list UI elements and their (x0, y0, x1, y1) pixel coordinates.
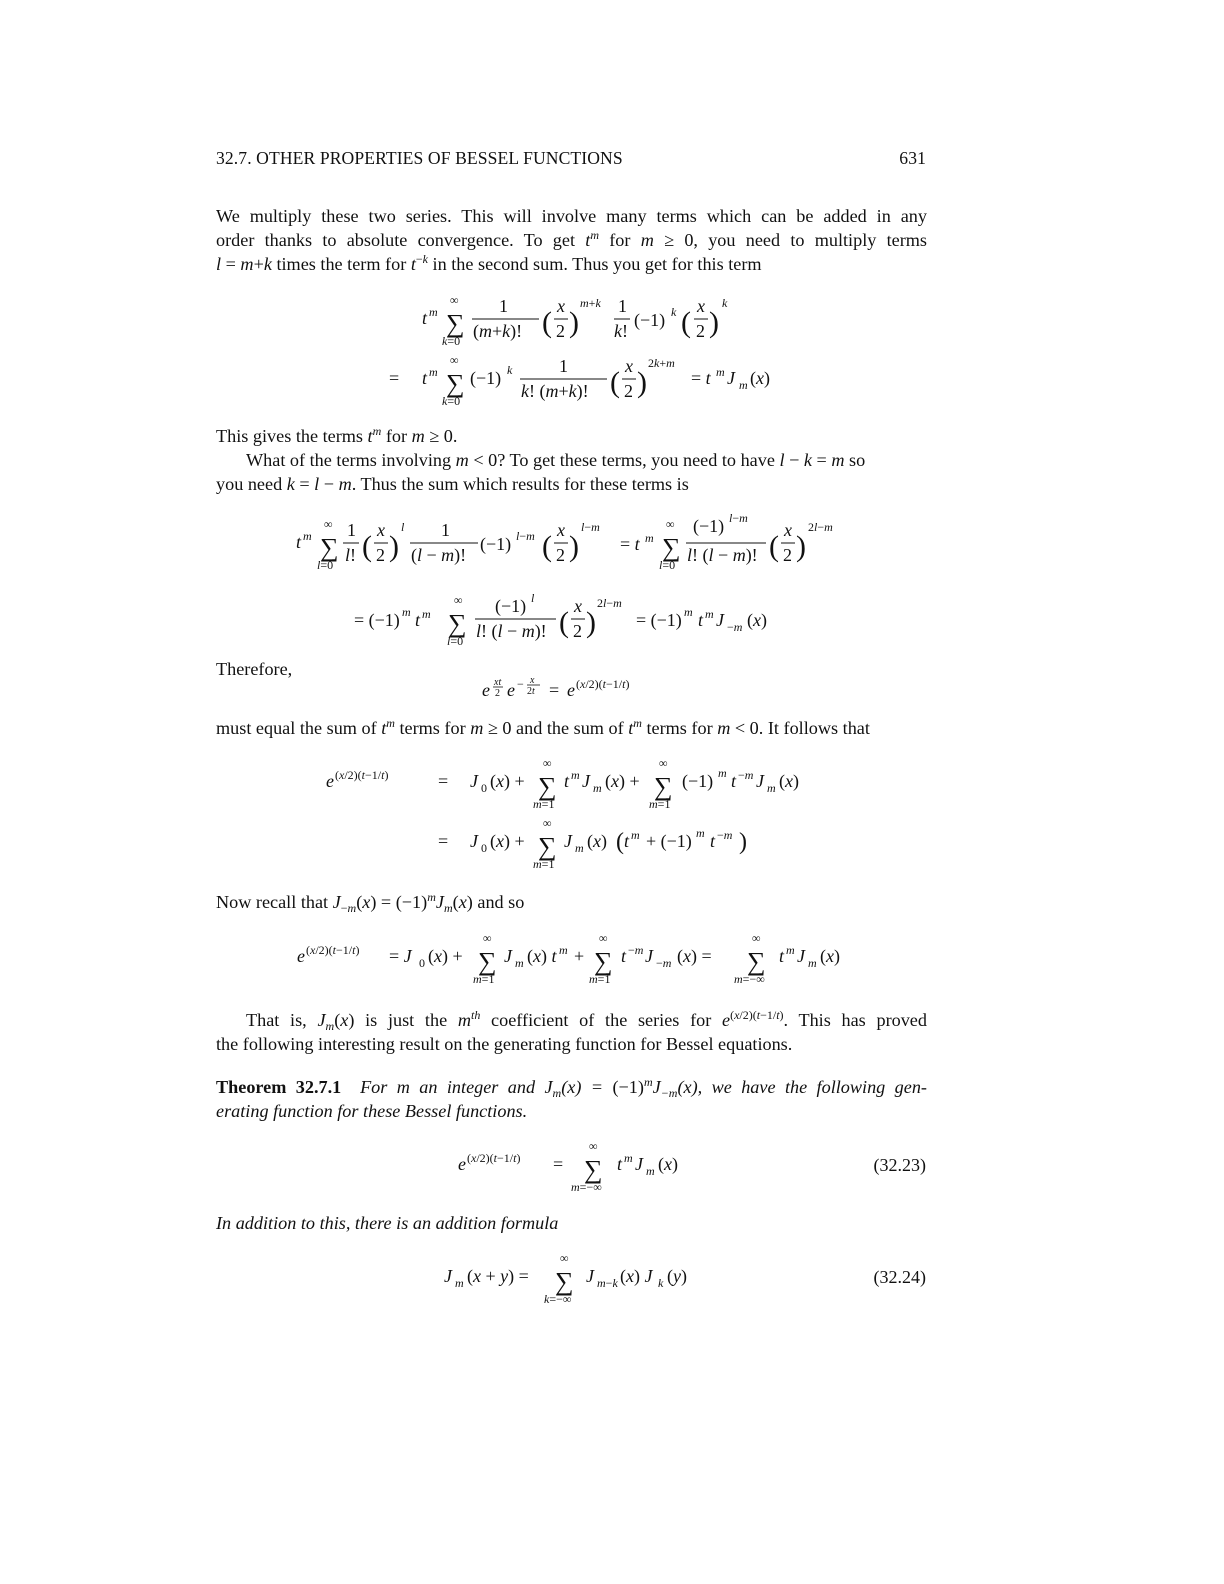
svg-text:(x): (x) (587, 831, 607, 851)
svg-text:J: J (582, 771, 590, 791)
svg-text:k=0: k=0 (442, 334, 461, 348)
p4-line: must equal the sum of $t^m$ terms for m ≥ 0 and the sum of $t^m$ terms for m < 0. It follows that (216, 716, 870, 738)
svg-text:x: x (625, 356, 633, 376)
svg-text:(: ( (362, 530, 372, 563)
svg-text:): ) (637, 366, 647, 399)
svg-text:m: m (767, 781, 776, 795)
svg-text:∞: ∞ (599, 931, 608, 945)
paragraph-2 (216, 424, 927, 496)
svg-text:2k+m: 2k+m (648, 356, 675, 370)
svg-text:m: m (716, 365, 725, 379)
svg-text:t: t (731, 771, 737, 791)
svg-text:∞: ∞ (450, 293, 459, 307)
p2-line: This gives the terms $t^m$ for m ≥ 0. (216, 424, 458, 446)
svg-text:2: 2 (624, 381, 633, 401)
svg-text:m: m (515, 956, 524, 970)
svg-text:l=0: l=0 (447, 634, 464, 648)
paragraph-4 (216, 716, 927, 740)
svg-text:x: x (557, 296, 565, 316)
svg-text:(: ( (542, 306, 552, 339)
svg-text:m−k: m−k (597, 1276, 618, 1290)
therefore-text: Therefore, (216, 659, 293, 679)
svg-text:∞: ∞ (454, 593, 463, 607)
p3-line2: you need k = l − m. Thus the sum which results for these terms is (216, 474, 689, 494)
svg-text:1: 1 (618, 296, 627, 316)
svg-text:−: − (517, 677, 524, 691)
svg-text:(x + y) =: (x + y) = (467, 1266, 529, 1286)
svg-text:m: m (571, 768, 580, 782)
svg-text:(−1): (−1) (470, 368, 502, 388)
equation-block-3 (216, 755, 936, 875)
svg-text:): ) (586, 606, 596, 639)
svg-text:(−1): (−1) (495, 596, 527, 616)
svg-text:−m: −m (738, 768, 754, 782)
svg-text:= t: = t (691, 368, 711, 388)
svg-text:m: m (559, 943, 568, 957)
svg-text:t: t (415, 610, 421, 630)
svg-text:m: m (455, 1276, 464, 1290)
equation-exp-product (216, 672, 936, 708)
svg-text:(y): (y) (667, 1266, 687, 1286)
svg-text:t: t (422, 368, 428, 388)
svg-text:t: t (296, 532, 302, 552)
svg-text:): ) (569, 530, 579, 563)
svg-text:+ (−1): + (−1) (646, 831, 692, 851)
p6-line1: That is, $J_m(x)$ is just the $m^{th}$ coefficient of the series for $e^{(x/2)(t-1/t)}$. This has proved (246, 1008, 927, 1033)
svg-text:(: ( (681, 306, 691, 339)
theorem-label: Theorem 32.7.1 (216, 1077, 342, 1097)
svg-text:m: m (624, 1151, 633, 1165)
svg-text:k! (m+k)!: k! (m+k)! (521, 381, 589, 401)
svg-text:−m: −m (717, 828, 733, 842)
svg-text:t: t (621, 946, 627, 966)
svg-text:∑: ∑ (747, 947, 766, 976)
svg-text:∞: ∞ (324, 517, 333, 531)
svg-text:k: k (671, 305, 677, 319)
svg-text:e: e (567, 680, 575, 700)
svg-text:k=0: k=0 (442, 394, 461, 408)
svg-text:(m+k)!: (m+k)! (473, 321, 523, 341)
svg-text:=: = (389, 368, 400, 388)
svg-text:+: + (574, 946, 585, 966)
svg-text:k=−∞: k=−∞ (544, 1292, 572, 1306)
svg-text:J: J (564, 831, 572, 851)
svg-text:(x): (x) (820, 946, 840, 966)
svg-text:x: x (784, 520, 792, 540)
svg-text:∞: ∞ (659, 756, 668, 770)
svg-text:t: t (710, 831, 716, 851)
svg-text:=: = (553, 1154, 564, 1174)
svg-text:∑: ∑ (594, 947, 613, 976)
svg-text:(l − m)!: (l − m)! (411, 545, 467, 565)
equation-block-1 (216, 290, 936, 410)
svg-text:(: ( (542, 530, 552, 563)
p1-line1: We multiply these two series. This will involve many terms which can be added in any (216, 206, 927, 226)
svg-text:= (−1): = (−1) (354, 610, 400, 630)
svg-text:m: m (808, 956, 817, 970)
svg-text:∞: ∞ (450, 353, 459, 367)
equation-number-32-24: (32.24) (873, 1267, 926, 1287)
svg-text:(−1): (−1) (682, 771, 714, 791)
svg-text:∑: ∑ (446, 369, 465, 398)
svg-text:): ) (739, 829, 747, 855)
svg-text:l−m: l−m (729, 511, 748, 525)
svg-text:∑: ∑ (654, 772, 673, 801)
p6-line2: the following interesting result on the generating function for Bessel equations. (216, 1034, 793, 1054)
svg-text:m: m (786, 943, 795, 957)
p5-line: Now recall that $J_{-m}(x) = (-1)^mJ_m(x)$ and so (216, 890, 525, 915)
p1-line3: l = m+k times the term for $t^{-k}$ in the second sum. Thus you get for this term (216, 252, 762, 274)
svg-text:(x) J: (x) J (620, 1266, 653, 1286)
svg-text:m=1: m=1 (533, 797, 555, 811)
svg-text:m: m (646, 1164, 655, 1178)
svg-text:x: x (530, 675, 535, 686)
svg-text:(x/2)(t−1/t): (x/2)(t−1/t) (467, 1151, 521, 1165)
svg-text:(x) +: (x) + (490, 831, 525, 851)
svg-text:(: ( (610, 366, 620, 399)
svg-text:(x): (x) (658, 1154, 678, 1174)
svg-text:l!: l! (345, 545, 357, 565)
svg-text:t: t (698, 610, 704, 630)
svg-text:m+k: m+k (580, 296, 601, 310)
svg-text:m: m (593, 781, 602, 795)
svg-text:J: J (797, 946, 805, 966)
svg-text:l! (l − m)!: l! (l − m)! (687, 545, 758, 565)
svg-text:J: J (645, 946, 653, 966)
svg-text:k!: k! (614, 321, 628, 341)
svg-text:(: ( (769, 530, 779, 563)
svg-text:∑: ∑ (555, 1267, 574, 1296)
svg-text:m: m (739, 378, 748, 392)
svg-text:(x) +: (x) + (605, 771, 640, 791)
svg-text:m: m (422, 607, 431, 621)
svg-text:m=−∞: m=−∞ (571, 1180, 602, 1194)
svg-text:t: t (617, 1154, 623, 1174)
svg-text:m: m (631, 828, 640, 842)
svg-text:∑: ∑ (584, 1155, 603, 1184)
svg-text:m: m (696, 826, 705, 840)
svg-text:e: e (326, 771, 334, 791)
svg-text:2: 2 (573, 621, 582, 641)
svg-text:(x) t: (x) t (527, 946, 557, 966)
svg-text:m: m (684, 605, 693, 619)
svg-text:(: ( (559, 606, 569, 639)
svg-text:∑: ∑ (538, 772, 557, 801)
svg-text:(: ( (616, 829, 624, 855)
svg-text:(x/2)(t−1/t): (x/2)(t−1/t) (306, 943, 360, 957)
running-header: 32.7. OTHER PROPERTIES OF BESSEL FUNCTIONS (216, 148, 623, 168)
svg-text:∑: ∑ (662, 533, 681, 562)
svg-text:e: e (507, 680, 515, 700)
svg-text:(x) +: (x) + (428, 946, 463, 966)
svg-text:(−1): (−1) (693, 516, 725, 536)
svg-text:t: t (624, 831, 630, 851)
svg-text:∞: ∞ (752, 931, 761, 945)
theorem-line1: Theorem 32.7.1 For m an integer and $J_m(x) = (-1)^mJ_{-m}(x)$, we have the following gen- (216, 1075, 927, 1100)
svg-text:=: = (438, 831, 449, 851)
svg-text:∞: ∞ (560, 1251, 569, 1265)
svg-text:∑: ∑ (538, 832, 557, 861)
svg-text:−m: −m (727, 620, 743, 634)
svg-text:(x) +: (x) + (490, 771, 525, 791)
svg-text:= J: = J (389, 946, 412, 966)
svg-text:e: e (482, 680, 490, 700)
svg-text:0: 0 (481, 781, 487, 795)
svg-text:m=−∞: m=−∞ (734, 972, 765, 986)
svg-text:J: J (470, 771, 478, 791)
svg-text:= (−1): = (−1) (636, 610, 682, 630)
page (216, 0, 936, 1584)
svg-text:(x): (x) (747, 610, 767, 630)
svg-text:2: 2 (376, 545, 385, 565)
svg-text:): ) (569, 306, 579, 339)
svg-text:m: m (429, 305, 438, 319)
svg-text:∞: ∞ (543, 816, 552, 830)
page-number: 631 (899, 148, 926, 168)
svg-text:l: l (401, 520, 405, 534)
svg-text:): ) (796, 530, 806, 563)
svg-text:J: J (470, 831, 478, 851)
svg-text:(x/2)(t−1/t): (x/2)(t−1/t) (335, 768, 389, 782)
svg-text:m: m (575, 841, 584, 855)
svg-text:J: J (635, 1154, 643, 1174)
svg-text:J: J (504, 946, 512, 966)
paragraph-6 (216, 1008, 927, 1056)
svg-text:(x): (x) (750, 368, 770, 388)
svg-text:m=1: m=1 (533, 857, 555, 871)
svg-text:m: m (705, 607, 714, 621)
svg-text:−m: −m (628, 943, 644, 957)
svg-text:(x/2)(t−1/t): (x/2)(t−1/t) (576, 677, 630, 691)
svg-text:J: J (444, 1266, 452, 1286)
svg-text:l=0: l=0 (659, 558, 676, 572)
svg-text:∑: ∑ (478, 947, 497, 976)
svg-text:∞: ∞ (543, 756, 552, 770)
svg-text:1: 1 (499, 296, 508, 316)
theorem-32-7-1 (216, 1075, 927, 1123)
paragraph-5 (216, 890, 927, 914)
equation-32-23 (216, 1138, 936, 1198)
paragraph-1 (216, 204, 927, 276)
p1-line2: order thanks to absolute convergence. To get $t^m$ for m ≥ 0, you need to multiply terms (216, 228, 928, 250)
svg-text:1: 1 (347, 520, 356, 540)
svg-text:∑: ∑ (320, 533, 339, 562)
svg-text:m: m (718, 766, 727, 780)
svg-text:x: x (557, 520, 565, 540)
svg-text:t: t (422, 308, 428, 328)
svg-text:m: m (303, 529, 312, 543)
svg-text:(−1): (−1) (480, 534, 512, 554)
svg-text:(x) =: (x) = (677, 946, 712, 966)
svg-text:k: k (658, 1276, 664, 1290)
svg-text:m: m (402, 605, 411, 619)
svg-text:2: 2 (696, 321, 705, 341)
svg-text:t: t (779, 946, 785, 966)
svg-text:k: k (507, 363, 513, 377)
svg-text:(−1): (−1) (634, 310, 666, 330)
svg-text:l−m: l−m (516, 529, 535, 543)
svg-text:m=1: m=1 (589, 972, 611, 986)
svg-text:x: x (377, 520, 385, 540)
svg-text:∑: ∑ (446, 309, 465, 338)
svg-text:J: J (727, 368, 735, 388)
svg-text:2: 2 (495, 688, 500, 699)
svg-text:): ) (389, 530, 399, 563)
svg-text:0: 0 (419, 956, 425, 970)
addition-formula-text: In addition to this, there is an addition formula (216, 1213, 559, 1233)
svg-text:l! (l − m)!: l! (l − m)! (476, 621, 547, 641)
svg-text:0: 0 (481, 841, 487, 855)
equation-32-24 (216, 1250, 936, 1310)
svg-text:t: t (564, 771, 570, 791)
svg-text:J: J (756, 771, 764, 791)
svg-text:l=0: l=0 (317, 558, 334, 572)
p3-line1: What of the terms involving m < 0? To get these terms, you need to have l − k = m so (246, 450, 866, 470)
svg-text:=: = (549, 680, 560, 700)
svg-text:∞: ∞ (483, 931, 492, 945)
svg-text:J: J (716, 610, 724, 630)
svg-text:J: J (586, 1266, 594, 1286)
svg-text:−m: −m (656, 956, 672, 970)
svg-text:m=1: m=1 (473, 972, 495, 986)
svg-text:2l−m: 2l−m (597, 596, 622, 610)
theorem-line2: erating function for these Bessel functions. (216, 1101, 528, 1121)
svg-text:(x): (x) (779, 771, 799, 791)
svg-text:k: k (722, 296, 728, 310)
svg-text:l: l (531, 591, 535, 605)
svg-text:xt: xt (494, 677, 502, 688)
svg-text:= t: = t (620, 534, 640, 554)
svg-text:1: 1 (559, 356, 568, 376)
svg-text:): ) (709, 306, 719, 339)
svg-text:2t: 2t (527, 686, 535, 697)
svg-text:∞: ∞ (589, 1139, 598, 1153)
svg-text:∞: ∞ (666, 517, 675, 531)
svg-text:=: = (438, 771, 449, 791)
equation-number-32-23: (32.23) (873, 1155, 926, 1175)
svg-text:m: m (645, 531, 654, 545)
svg-text:e: e (297, 946, 305, 966)
svg-text:1: 1 (441, 520, 450, 540)
svg-text:l−m: l−m (581, 520, 600, 534)
svg-text:x: x (697, 296, 705, 316)
svg-text:x: x (574, 596, 582, 616)
svg-text:m: m (429, 365, 438, 379)
svg-text:m=1: m=1 (649, 797, 671, 811)
svg-text:2: 2 (556, 545, 565, 565)
svg-text:2l−m: 2l−m (808, 520, 833, 534)
equation-block-4 (216, 930, 936, 990)
svg-text:2: 2 (783, 545, 792, 565)
svg-text:e: e (458, 1154, 466, 1174)
svg-text:2: 2 (556, 321, 565, 341)
svg-text:∑: ∑ (448, 609, 467, 638)
equation-block-2 (216, 512, 936, 652)
